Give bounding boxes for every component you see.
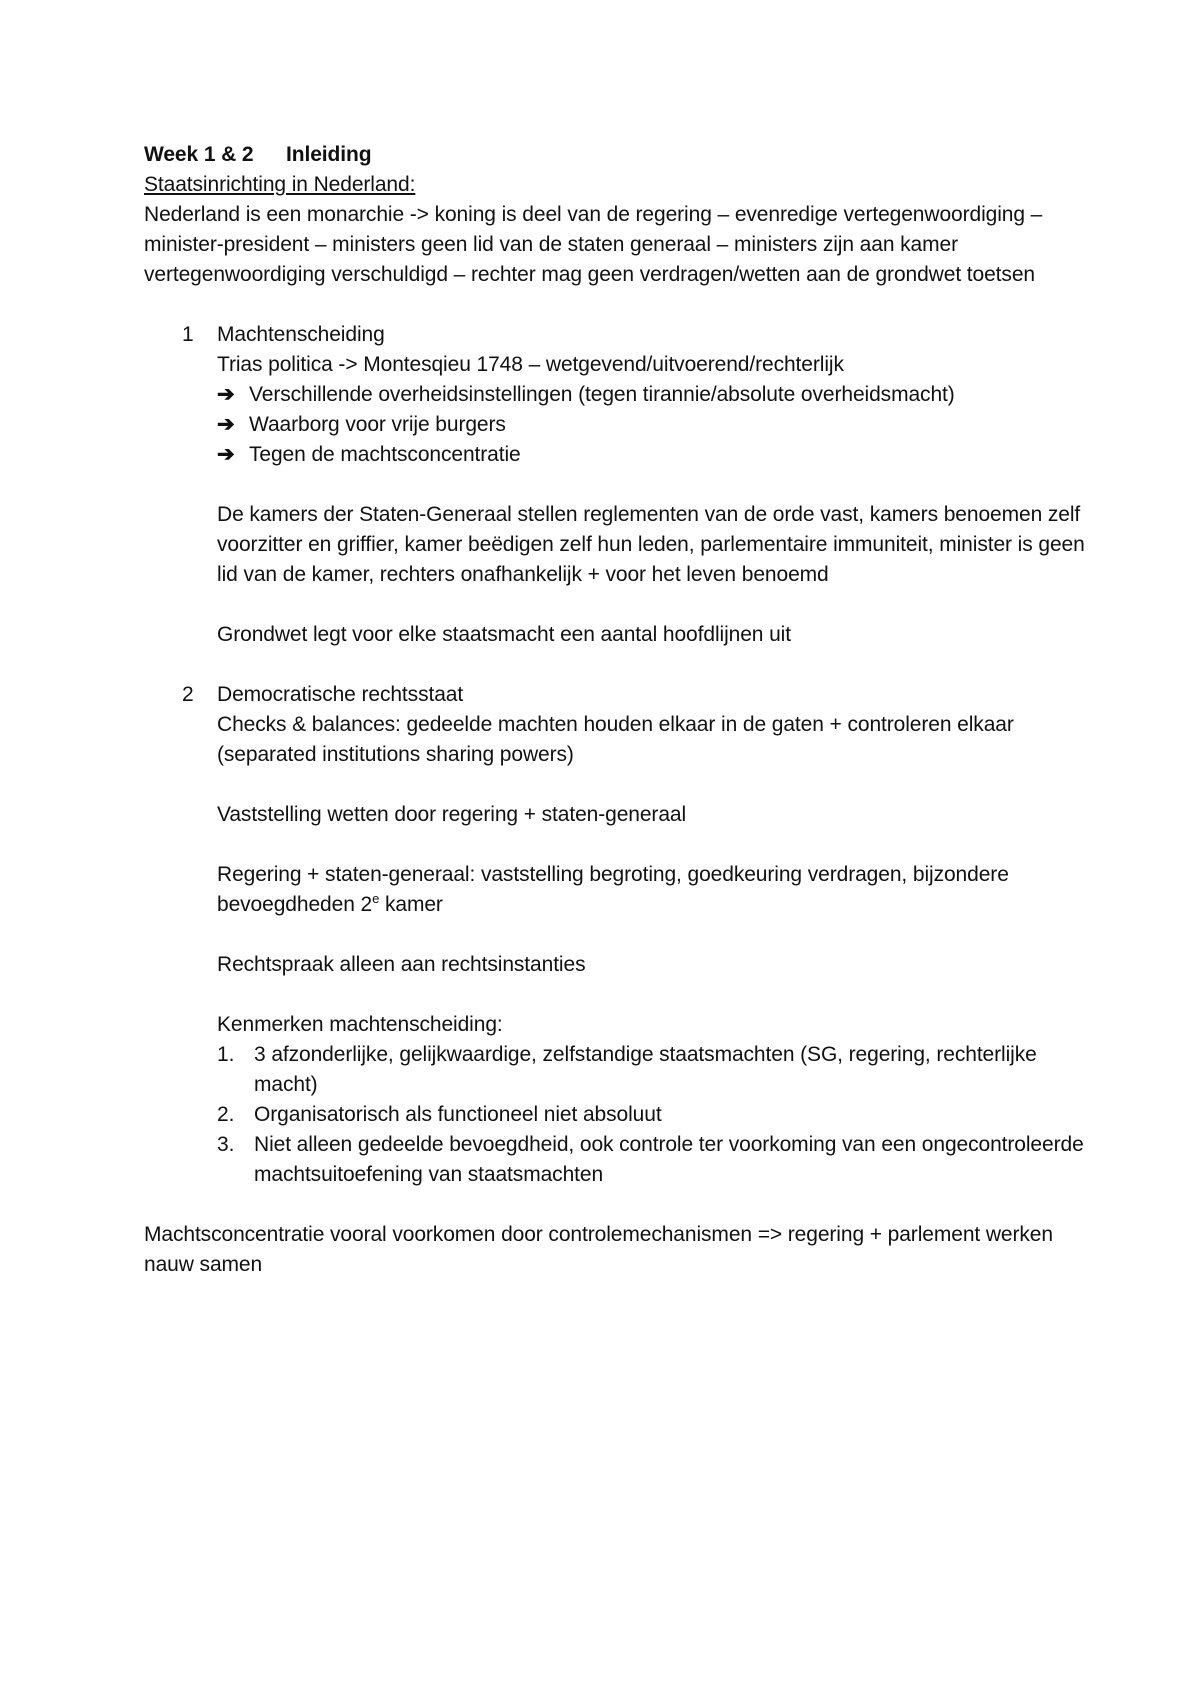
section-title: Staatsinrichting in Nederland: (144, 173, 416, 196)
arrow-bullet (217, 440, 1104, 470)
item-number: 1 (182, 323, 194, 346)
item-title: Democratische rechtsstaat (217, 683, 464, 706)
paragraph: Grondwet legt voor elke staatsmacht een aantal hoofdlijnen uit (217, 623, 791, 646)
paragraph: Checks & balances: gedeelde machten houden elkaar in de gaten + controleren elkaar (separated institutions sharing powers) (217, 713, 1014, 766)
list-item (217, 1100, 1104, 1130)
spacer (217, 980, 1104, 1010)
spacer (144, 650, 1104, 680)
paragraph: Vaststelling wetten door regering + staten-generaal (217, 803, 687, 826)
page-heading (144, 140, 1104, 170)
list-item-text: Organisatorisch als functioneel niet absoluut (254, 1103, 662, 1126)
list-item-text: Niet alleen gedeelde bevoegdheid, ook controle ter voorkoming van een ongecontroleerde machtsuitoefening van staatsmachten (254, 1133, 1084, 1186)
item-subtitle: Trias politica -> Montesqieu 1748 – wetgevend/uitvoerend/rechterlijk (217, 353, 844, 376)
list-number: 1. (217, 1043, 235, 1066)
arrow-bullet (217, 410, 1104, 440)
paragraph-text: kamer (379, 893, 443, 916)
superscript: e (372, 891, 380, 906)
heading-week: Week 1 & 2 (144, 143, 254, 166)
paragraph-text: Regering + staten-generaal: vaststelling begroting, goedkeuring verdragen, bijzondere bevoegdheden 2 (217, 863, 1009, 916)
spacer (217, 470, 1104, 500)
spacer (144, 1190, 1104, 1220)
arrow-icon: ➔ (217, 383, 235, 406)
paragraph: De kamers der Staten-Generaal stellen reglementen van de orde vast, kamers benoemen zelf voorzitter en griffier, kamer beëdigen zelf hun leden, parlementaire immuniteit, minister is geen lid van de kamer, rechters onafhankelijk + voor het leven benoemd (217, 503, 1085, 586)
list-item (217, 1130, 1104, 1190)
arrow-bullet-text: Tegen de machtsconcentratie (249, 443, 521, 466)
spacer (217, 590, 1104, 620)
item-title: Machtenscheiding (217, 323, 385, 346)
list-item (217, 1040, 1104, 1100)
paragraph (217, 860, 1104, 920)
paragraph: Rechtspraak alleen aan rechtsinstanties (217, 953, 586, 976)
arrow-icon: ➔ (217, 443, 235, 466)
spacer (217, 770, 1104, 800)
spacer (217, 920, 1104, 950)
heading-title: Inleiding (286, 143, 372, 166)
arrow-icon: ➔ (217, 413, 235, 436)
list-item-democratische-rechtsstaat (144, 680, 1104, 1190)
arrow-bullet-text: Verschillende overheidsinstellingen (tegen tirannie/absolute overheidsmacht) (249, 383, 955, 406)
spacer (217, 830, 1104, 860)
spacer (144, 290, 1104, 320)
item-number: 2 (182, 683, 194, 706)
arrow-bullet-text: Waarborg voor vrije burgers (249, 413, 506, 436)
closing-paragraph: Machtsconcentratie vooral voorkomen door controlemechanismen => regering + parlement werken nauw samen (144, 1223, 1053, 1276)
list-item-machtenscheiding (144, 320, 1104, 650)
list-item-text: 3 afzonderlijke, gelijkwaardige, zelfstandige staatsmachten (SG, regering, rechterlijke macht) (254, 1043, 1037, 1096)
intro-paragraph: Nederland is een monarchie -> koning is deel van de regering – evenredige vertegenwoordiging – minister-president – ministers geen lid van de staten generaal – ministers zijn aan kamer vertegenwoordiging verschuldigd – rechter mag geen verdragen/wetten aan de grondwet toetsen (144, 203, 1043, 286)
document-body (144, 140, 1104, 1280)
kenmerken-list (217, 1040, 1104, 1190)
list-number: 3. (217, 1133, 235, 1156)
arrow-bullet (217, 380, 1104, 410)
kenmerken-title: Kenmerken machtenscheiding: (217, 1013, 503, 1036)
list-number: 2. (217, 1103, 235, 1126)
